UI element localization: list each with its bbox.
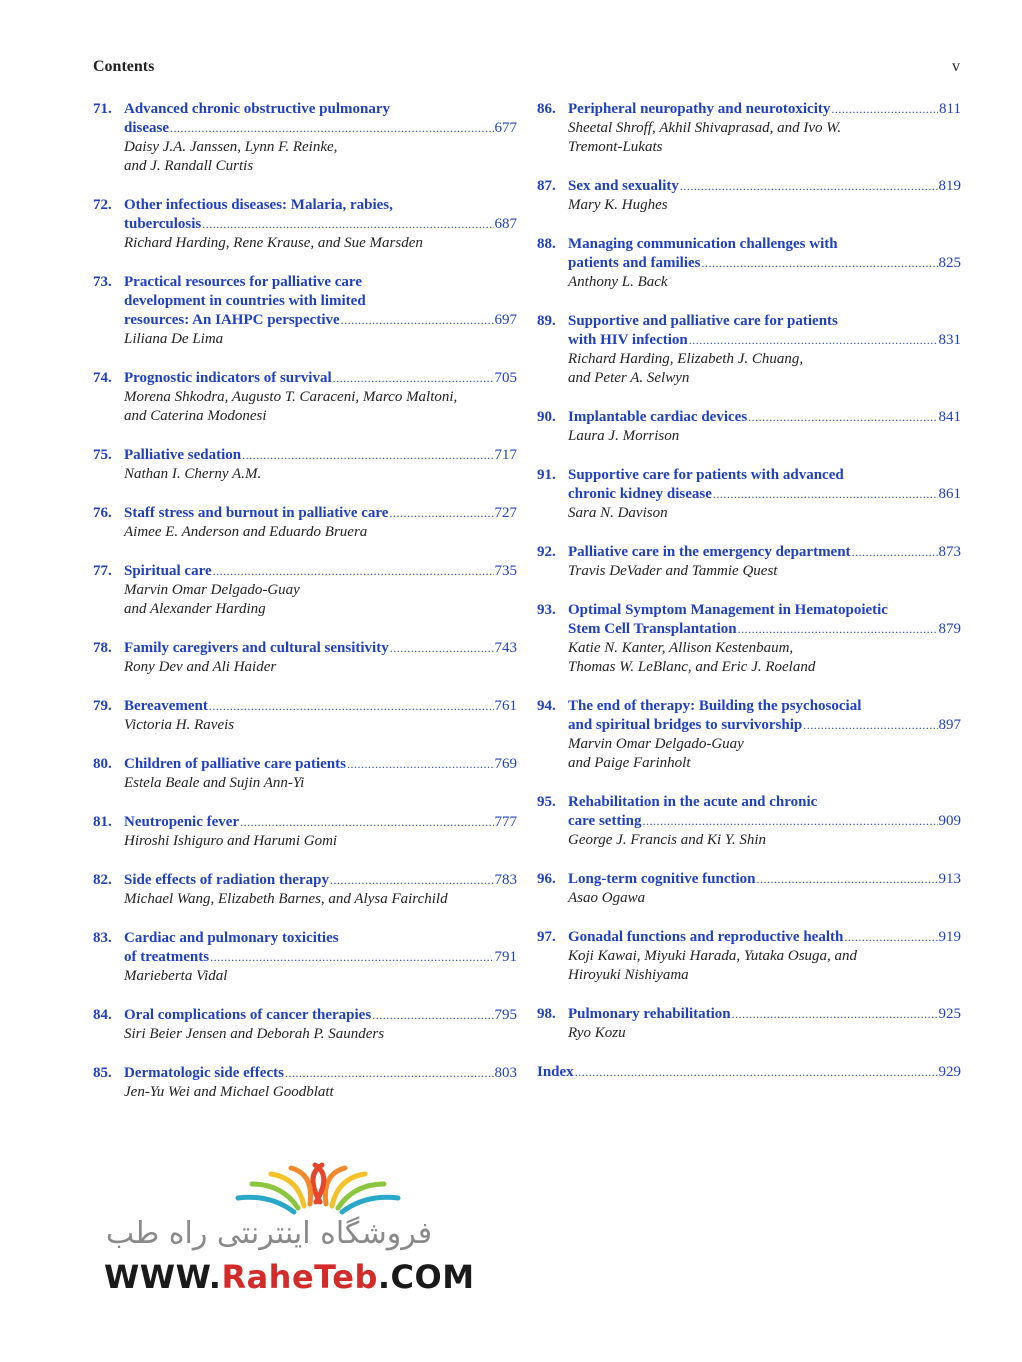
- chapter-title-row: [568, 177, 961, 196]
- chapter-page-number[interactable]: 825: [938, 255, 961, 271]
- toc-entry[interactable]: [93, 871, 517, 909]
- toc-entry[interactable]: [537, 697, 961, 773]
- chapter-title-line[interactable]: Supportive care for patients with advanced: [568, 467, 844, 483]
- chapter-title-row: [568, 870, 961, 889]
- chapter-title-line[interactable]: Advanced chronic obstructive pulmonary: [124, 101, 390, 117]
- chapter-number: 92.: [537, 544, 556, 560]
- chapter-title-row: [568, 408, 961, 427]
- toc-entry[interactable]: [537, 601, 961, 677]
- chapter-number: 98.: [537, 1006, 556, 1022]
- chapter-number: 93.: [537, 602, 556, 618]
- chapter-title-row: [568, 716, 961, 735]
- chapter-title-row: [124, 446, 517, 465]
- dot-leader: [756, 870, 937, 889]
- toc-entry[interactable]: [537, 312, 961, 388]
- chapter-authors: Asao Ogawa: [568, 890, 646, 906]
- chapter-title-row: [568, 928, 961, 947]
- dot-leader: [213, 562, 494, 581]
- chapter-title-row: [124, 813, 517, 832]
- chapter-authors: and Paige Farinholt: [568, 755, 691, 771]
- dot-leader: [240, 813, 493, 832]
- chapter-title-row: [568, 620, 961, 639]
- toc-entry[interactable]: [93, 1064, 517, 1102]
- chapter-number: 91.: [537, 467, 556, 483]
- toc-entry[interactable]: [93, 504, 517, 542]
- chapter-page-number[interactable]: 897: [938, 717, 961, 733]
- chapter-authors: Mary K. Hughes: [568, 197, 668, 213]
- chapter-number: 84.: [93, 1007, 112, 1023]
- chapter-number: 95.: [537, 794, 556, 810]
- dot-leader: [372, 1006, 493, 1025]
- toc-entry[interactable]: [537, 928, 961, 985]
- chapter-number: 75.: [93, 447, 112, 463]
- chapter-title-row: [124, 504, 517, 523]
- chapter-title-row: [568, 331, 961, 350]
- toc-entry[interactable]: [93, 446, 517, 484]
- chapter-title-line[interactable]: Supportive and palliative care for patients: [568, 313, 838, 329]
- chapter-number: 71.: [93, 101, 112, 117]
- dot-leader: [732, 1005, 938, 1024]
- toc-entry[interactable]: [537, 793, 961, 850]
- dot-leader: [210, 948, 493, 967]
- chapter-authors: Laura J. Morrison: [568, 428, 680, 444]
- chapter-title-line[interactable]: Other infectious diseases: Malaria, rabies,: [124, 197, 393, 213]
- dot-leader: [642, 812, 937, 831]
- chapter-page-number[interactable]: 831: [938, 332, 961, 348]
- chapter-authors: Marieberta Vidal: [124, 968, 228, 984]
- chapter-title[interactable]: Children of palliative care patients: [124, 756, 346, 772]
- chapter-number: 78.: [93, 640, 112, 656]
- chapter-page-number[interactable]: 919: [938, 929, 961, 945]
- toc-entry[interactable]: [93, 1006, 517, 1044]
- chapter-title-row: [124, 311, 517, 330]
- toc-entry[interactable]: [537, 870, 961, 908]
- chapter-number: 80.: [93, 756, 112, 772]
- dot-leader: [831, 100, 938, 119]
- toc-entry[interactable]: [537, 235, 961, 292]
- toc-entry[interactable]: [93, 100, 517, 176]
- chapter-authors: Siri Beier Jensen and Deborah P. Saunders: [124, 1026, 385, 1042]
- chapter-page-number[interactable]: 677: [494, 120, 517, 136]
- toc-entry[interactable]: [93, 929, 517, 986]
- chapter-title[interactable]: Implantable cardiac devices: [568, 409, 748, 425]
- toc-right-column: [537, 100, 961, 1102]
- chapter-authors: and Caterina Modonesi: [124, 408, 267, 424]
- chapter-page-number[interactable]: 761: [494, 698, 517, 714]
- chapter-page-number[interactable]: 811: [939, 101, 961, 117]
- toc-left-column: [93, 100, 517, 1122]
- chapter-title-row: [124, 697, 517, 716]
- dot-leader: [803, 716, 937, 735]
- running-header-title: Contents: [93, 58, 155, 75]
- chapter-page-number[interactable]: 841: [938, 409, 961, 425]
- chapter-title[interactable]: Peripheral neuropathy and neurotoxicity: [568, 101, 831, 117]
- chapter-title[interactable]: resources: An IAHPC perspective: [124, 312, 340, 328]
- chapter-title[interactable]: Prognostic indicators of survival: [124, 370, 332, 386]
- chapter-authors: and J. Randall Curtis: [124, 158, 254, 174]
- chapter-title[interactable]: Dermatologic side effects: [124, 1065, 284, 1081]
- dot-leader: [170, 119, 494, 138]
- chapter-page-number[interactable]: 743: [494, 640, 517, 656]
- index-row: [537, 1063, 961, 1082]
- chapter-authors: Morena Shkodra, Augusto T. Caraceni, Marco Maltoni,: [124, 389, 458, 405]
- chapter-authors: and Alexander Harding: [124, 601, 266, 617]
- toc-entry[interactable]: [93, 369, 517, 426]
- watermark-persian-text: فروشگاه اینترنتی راه طب: [105, 1216, 433, 1251]
- index-page-number[interactable]: 929: [938, 1064, 961, 1080]
- chapter-authors: Aimee E. Anderson and Eduardo Bruera: [124, 524, 368, 540]
- chapter-page-number[interactable]: 803: [494, 1065, 517, 1081]
- chapter-authors: Koji Kawai, Miyuki Harada, Yutaka Osuga, and: [568, 948, 858, 964]
- dot-leader: [341, 311, 494, 330]
- chapter-authors: Marvin Omar Delgado-Guay: [568, 736, 744, 752]
- chapter-page-number[interactable]: 697: [494, 312, 517, 328]
- chapter-number: 89.: [537, 313, 556, 329]
- chapter-title[interactable]: of treatments: [124, 949, 210, 965]
- chapter-number: 76.: [93, 505, 112, 521]
- dot-leader: [202, 215, 493, 234]
- chapter-title[interactable]: Pulmonary rehabilitation: [568, 1006, 731, 1022]
- chapter-page-number[interactable]: 769: [494, 756, 517, 772]
- chapter-number: 94.: [537, 698, 556, 714]
- chapter-title[interactable]: care setting: [568, 813, 642, 829]
- dot-leader: [285, 1064, 494, 1083]
- chapter-page-number[interactable]: 925: [938, 1006, 961, 1022]
- chapter-title-row: [124, 562, 517, 581]
- dot-leader: [347, 755, 494, 774]
- chapter-number: 87.: [537, 178, 556, 194]
- chapter-page-number[interactable]: 705: [494, 370, 517, 386]
- chapter-page-number[interactable]: 913: [938, 871, 961, 887]
- chapter-page-number[interactable]: 879: [938, 621, 961, 637]
- dot-leader: [748, 408, 937, 427]
- dot-leader: [844, 928, 937, 947]
- chapter-page-number[interactable]: 735: [494, 563, 517, 579]
- chapter-authors: Richard Harding, Rene Krause, and Sue Marsden: [124, 235, 423, 251]
- chapter-authors: Thomas W. LeBlanc, and Eric J. Roeland: [568, 659, 816, 675]
- chapter-authors: Anthony L. Back: [568, 274, 668, 290]
- chapter-title-row: [124, 948, 517, 967]
- chapter-title[interactable]: patients and families: [568, 255, 701, 271]
- dot-leader: [738, 620, 938, 639]
- dot-leader: [330, 871, 494, 890]
- chapter-page-number[interactable]: 909: [938, 813, 961, 829]
- chapter-authors: Liliana De Lima: [124, 331, 224, 347]
- dot-leader: [333, 369, 494, 388]
- chapter-authors: Daisy J.A. Janssen, Lynn F. Reinke,: [124, 139, 338, 155]
- chapter-title[interactable]: tuberculosis: [124, 216, 202, 232]
- toc-entry[interactable]: [93, 697, 517, 735]
- chapter-title[interactable]: Side effects of radiation therapy: [124, 872, 329, 888]
- dot-leader: [852, 543, 938, 562]
- chapter-title[interactable]: with HIV infection: [568, 332, 688, 348]
- chapter-title-row: [124, 369, 517, 388]
- chapter-authors: Travis DeVader and Tammie Quest: [568, 563, 778, 579]
- chapter-page-number[interactable]: 727: [494, 505, 517, 521]
- chapter-title-line[interactable]: Rehabilitation in the acute and chronic: [568, 794, 818, 810]
- chapter-title[interactable]: chronic kidney disease: [568, 486, 712, 502]
- chapter-title-row: [124, 1064, 517, 1083]
- chapter-number: 72.: [93, 197, 112, 213]
- chapter-title-line[interactable]: The end of therapy: Building the psychosocial: [568, 698, 862, 714]
- chapter-title[interactable]: Palliative sedation: [124, 447, 242, 463]
- chapter-number: 96.: [537, 871, 556, 887]
- chapter-title-row: [568, 485, 961, 504]
- chapter-title[interactable]: and spiritual bridges to survivorship: [568, 717, 803, 733]
- toc-entry[interactable]: [537, 177, 961, 215]
- chapter-number: 81.: [93, 814, 112, 830]
- dot-leader: [209, 697, 494, 716]
- chapter-title[interactable]: Neutropenic fever: [124, 814, 240, 830]
- chapter-title[interactable]: Gonadal functions and reproductive health: [568, 929, 844, 945]
- chapter-number: 79.: [93, 698, 112, 714]
- chapter-authors: Hiroshi Ishiguro and Harumi Gomi: [124, 833, 338, 849]
- chapter-number: 97.: [537, 929, 556, 945]
- dot-leader: [389, 504, 493, 523]
- chapter-title-row: [124, 1006, 517, 1025]
- chapter-number: 90.: [537, 409, 556, 425]
- chapter-title[interactable]: Oral complications of cancer therapies: [124, 1007, 372, 1023]
- dot-leader: [575, 1063, 938, 1082]
- chapter-authors: and Peter A. Selwyn: [568, 370, 690, 386]
- chapter-title-line[interactable]: Managing communication challenges with: [568, 236, 838, 252]
- chapter-title[interactable]: Spiritual care: [124, 563, 212, 579]
- toc-entry[interactable]: [537, 1005, 961, 1043]
- chapter-authors: Rony Dev and Ali Haider: [124, 659, 277, 675]
- chapter-page-number[interactable]: 873: [938, 544, 961, 560]
- chapter-title-row: [568, 254, 961, 273]
- chapter-title-row: [124, 871, 517, 890]
- toc-entry[interactable]: [537, 543, 961, 581]
- index-title[interactable]: Index: [537, 1064, 574, 1080]
- toc-entry[interactable]: [93, 562, 517, 619]
- toc-entry[interactable]: [93, 813, 517, 851]
- chapter-title-line[interactable]: Optimal Symptom Management in Hematopoietic: [568, 602, 888, 618]
- chapter-title-row: [568, 1005, 961, 1024]
- chapter-title-row: [124, 215, 517, 234]
- chapter-number: 88.: [537, 236, 556, 252]
- chapter-authors: Tremont-Lukats: [568, 139, 663, 155]
- chapter-authors: Victoria H. Raveis: [124, 717, 235, 733]
- chapter-title-row: [124, 119, 517, 138]
- chapter-title[interactable]: Bereavement: [124, 698, 208, 714]
- chapter-page-number[interactable]: 791: [494, 949, 517, 965]
- chapter-authors: Hiroyuki Nishiyama: [568, 967, 689, 983]
- chapter-authors: Richard Harding, Elizabeth J. Chuang,: [568, 351, 804, 367]
- dot-leader: [702, 254, 938, 273]
- chapter-authors: George J. Francis and Ki Y. Shin: [568, 832, 767, 848]
- chapter-title-line[interactable]: Practical resources for palliative care: [124, 274, 362, 290]
- toc-entry[interactable]: [537, 466, 961, 523]
- chapter-page-number[interactable]: 783: [494, 872, 517, 888]
- chapter-authors: Sara N. Davison: [568, 505, 668, 521]
- chapter-title-row: [124, 639, 517, 658]
- chapter-page-number[interactable]: 795: [494, 1007, 517, 1023]
- toc-entry[interactable]: [537, 100, 961, 157]
- chapter-title[interactable]: Long-term cognitive function: [568, 871, 756, 887]
- toc-entry[interactable]: [93, 273, 517, 349]
- chapter-number: 83.: [93, 930, 112, 946]
- chapter-title[interactable]: Sex and sexuality: [568, 178, 679, 194]
- chapter-number: 77.: [93, 563, 112, 579]
- dot-leader: [713, 485, 938, 504]
- chapter-title-row: [124, 755, 517, 774]
- dot-leader: [689, 331, 938, 350]
- chapter-title[interactable]: Palliative care in the emergency department: [568, 544, 851, 560]
- chapter-page-number[interactable]: 687: [494, 216, 517, 232]
- dot-leader: [680, 177, 938, 196]
- chapter-authors: Jen-Yu Wei and Michael Goodblatt: [124, 1084, 334, 1100]
- watermark-url: WWW.RaheTeb.COM: [104, 1258, 475, 1296]
- toc-entry[interactable]: [93, 196, 517, 253]
- chapter-title[interactable]: Staff stress and burnout in palliative care: [124, 505, 389, 521]
- chapter-title-line[interactable]: development in countries with limited: [124, 293, 366, 309]
- toc-entry[interactable]: [93, 755, 517, 793]
- chapter-number: 86.: [537, 101, 556, 117]
- chapter-title-row: [568, 812, 961, 831]
- dot-leader: [390, 639, 494, 658]
- chapter-title[interactable]: disease: [124, 120, 169, 136]
- chapter-authors: Katie N. Kanter, Allison Kestenbaum,: [568, 640, 794, 656]
- toc-entry[interactable]: [93, 639, 517, 677]
- toc-index-entry[interactable]: [537, 1063, 961, 1082]
- chapter-title-row: [568, 543, 961, 562]
- chapter-number: 85.: [93, 1065, 112, 1081]
- page-number: v: [952, 58, 960, 75]
- chapter-authors: Sheetal Shroff, Akhil Shivaprasad, and Ivo W.: [568, 120, 842, 136]
- chapter-number: 82.: [93, 872, 112, 888]
- chapter-title[interactable]: Family caregivers and cultural sensitivity: [124, 640, 389, 656]
- chapter-authors: Estela Beale and Sujin Ann-Yi: [124, 775, 305, 791]
- chapter-title-line[interactable]: Cardiac and pulmonary toxicities: [124, 930, 339, 946]
- chapter-authors: Marvin Omar Delgado-Guay: [124, 582, 300, 598]
- chapter-number: 74.: [93, 370, 112, 386]
- dot-leader: [242, 446, 493, 465]
- chapter-title-row: [568, 100, 961, 119]
- chapter-page-number[interactable]: 861: [938, 486, 961, 502]
- chapter-page-number[interactable]: 819: [938, 178, 961, 194]
- chapter-number: 73.: [93, 274, 112, 290]
- toc-entry[interactable]: [537, 408, 961, 446]
- chapter-title[interactable]: Stem Cell Transplantation: [568, 621, 737, 637]
- chapter-authors: Ryo Kozu: [568, 1025, 626, 1041]
- chapter-authors: Michael Wang, Elizabeth Barnes, and Alysa Fairchild: [124, 891, 448, 907]
- chapter-page-number[interactable]: 717: [494, 447, 517, 463]
- chapter-authors: Nathan I. Cherny A.M.: [124, 466, 262, 482]
- chapter-page-number[interactable]: 777: [494, 814, 517, 830]
